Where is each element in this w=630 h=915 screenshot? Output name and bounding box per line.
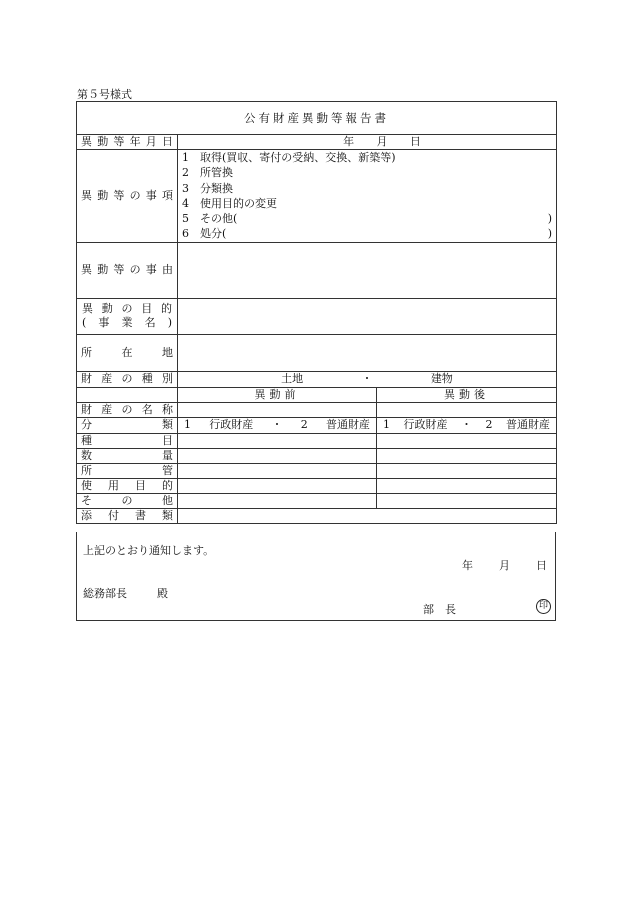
notice-date[interactable] <box>462 557 547 573</box>
class-label: 分類 <box>77 417 178 433</box>
items-list <box>178 150 557 243</box>
sender-title: 部 長 <box>423 603 456 616</box>
reason-label: 異動等の事由 <box>77 242 178 298</box>
attach-label: 添付書類 <box>77 508 178 523</box>
qty-after[interactable] <box>377 448 557 463</box>
class-before[interactable]: 1 行政財産 ・ 2 普通財産 <box>178 417 377 433</box>
use-label: 使用目的 <box>77 478 178 493</box>
addressee-honorific: 殿 <box>157 587 168 600</box>
use-after[interactable] <box>377 478 557 493</box>
jurisdiction-after[interactable] <box>377 463 557 478</box>
location-field[interactable] <box>178 334 557 371</box>
kind-land: 土地 <box>281 372 304 386</box>
type-before[interactable] <box>178 433 377 448</box>
name-after[interactable] <box>377 402 557 417</box>
purpose-field[interactable] <box>178 298 557 334</box>
items-label: 異動等の事項 <box>77 150 178 243</box>
purpose-label-main: 異動の目的 <box>82 302 172 316</box>
name-before[interactable] <box>178 402 377 417</box>
header-blank <box>77 387 178 402</box>
qty-label: 数量 <box>77 448 178 463</box>
form-number: 第５号様式 <box>77 88 132 101</box>
item-3[interactable]: 3 分類換 <box>182 181 233 195</box>
addressee <box>83 585 168 601</box>
notice-day: 日 <box>536 559 547 572</box>
qty-before[interactable] <box>178 448 377 463</box>
kind-field[interactable] <box>178 371 557 387</box>
name-label: 財産の名称 <box>77 402 178 417</box>
attach-field[interactable] <box>178 508 557 523</box>
other-label: その他 <box>77 493 178 508</box>
jurisdiction-before[interactable] <box>178 463 377 478</box>
item-5[interactable]: 5 その他( ) <box>182 212 553 226</box>
other-before[interactable] <box>178 493 377 508</box>
date-label: 異動等年月日 <box>77 135 178 150</box>
type-label: 種目 <box>77 433 178 448</box>
month-label: 月 <box>376 135 388 148</box>
use-before[interactable] <box>178 478 377 493</box>
date-field[interactable] <box>178 135 557 150</box>
purpose-label-sub: (事業名) <box>82 316 172 330</box>
location-label: 所在地 <box>77 334 178 371</box>
notice-month: 月 <box>499 559 510 572</box>
item-2[interactable]: 2 所管換 <box>182 166 233 180</box>
item-6[interactable]: 6 処分( ) <box>182 227 553 241</box>
notice-text: 上記のとおり通知します。 <box>83 544 215 557</box>
form-title: 公有財産異動等報告書 <box>77 102 557 135</box>
notice-year: 年 <box>462 559 473 572</box>
item-1[interactable]: 1 取得(買収、寄付の受納、交換、新築等) <box>182 151 396 164</box>
class-after[interactable]: 1 行政財産 ・ 2 普通財産 <box>377 417 557 433</box>
kind-dot: ・ <box>361 372 373 386</box>
reason-field[interactable] <box>178 242 557 298</box>
notice-section <box>76 532 556 621</box>
seal-icon: 印 <box>536 599 551 614</box>
before-header: 異動前 <box>178 387 377 402</box>
addressee-title: 総務部長 <box>83 587 127 600</box>
kind-label: 財産の種別 <box>77 371 178 387</box>
day-label: 日 <box>409 135 421 148</box>
jurisdiction-label: 所管 <box>77 463 178 478</box>
after-header: 異動後 <box>377 387 557 402</box>
purpose-label <box>77 298 178 334</box>
year-label: 年 <box>343 135 355 148</box>
item-4[interactable]: 4 使用目的の変更 <box>182 196 277 210</box>
report-form-table <box>76 101 557 524</box>
type-after[interactable] <box>377 433 557 448</box>
other-after[interactable] <box>377 493 557 508</box>
kind-building: 建物 <box>430 372 453 386</box>
